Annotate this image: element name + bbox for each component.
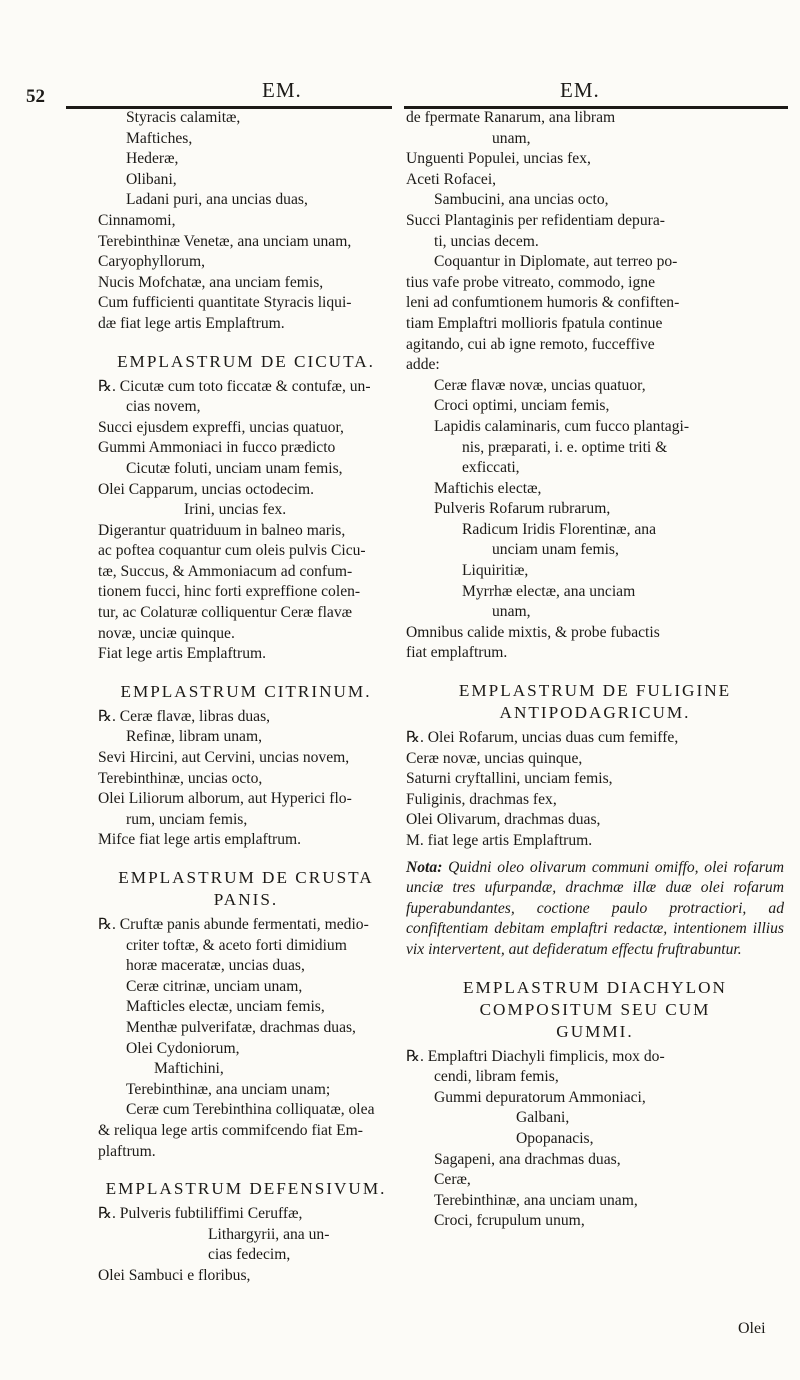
running-head-right: EM. xyxy=(560,78,600,102)
text-line: cias fedecim, xyxy=(208,1246,291,1264)
text-line: Sambucini, ana uncias octo, xyxy=(434,191,609,209)
section-title-diachylon-3: GUMMI. xyxy=(556,1021,634,1041)
text-line: ac poftea coquantur cum oleis pulvis Cicu- xyxy=(98,542,366,560)
text-line: tæ, Succus, & Ammoniacum ad confum- xyxy=(98,562,353,580)
text-line: cendi, libram femis, xyxy=(434,1068,559,1086)
text-line: Liquiritiæ, xyxy=(462,562,529,580)
text-line: Digerantur quatriduum in balneo maris, xyxy=(98,521,346,539)
text-line: Olibani, xyxy=(126,170,177,188)
text-line: Terebinthinæ, uncias octo, xyxy=(98,769,263,787)
text-line: Gummi Ammoniaci in fucco prædicto xyxy=(98,439,336,457)
text-line: Hederæ, xyxy=(126,150,179,168)
text-line: ti, uncias decem. xyxy=(434,232,539,250)
text-line: Olei Sambuci e floribus, xyxy=(98,1266,251,1284)
text-line: adde: xyxy=(406,356,440,374)
text-line: Cicutæ foluti, unciam unam femis, xyxy=(126,459,343,477)
text-line: Gummi depuratorum Ammoniaci, xyxy=(434,1088,646,1106)
page-number: 52 xyxy=(26,86,45,107)
text-line: Aceti Rofacei, xyxy=(406,170,497,188)
section-title-crusta-panis: EMPLASTRUM DE CRUSTA PANIS. xyxy=(118,868,374,909)
text-line: cias novem, xyxy=(126,398,201,416)
text-line: novæ, unciæ quinque. xyxy=(98,624,235,642)
text-line: unam, xyxy=(492,129,531,147)
text-line: Radicum Iridis Florentinæ, ana xyxy=(462,520,657,538)
left-column xyxy=(98,108,394,1287)
text-line: Styracis calamitæ, xyxy=(126,109,241,126)
text-line: Coquantur in Diplomate, aut terreo po- xyxy=(434,253,678,271)
text-line: Ceræ flavæ novæ, uncias quatuor, xyxy=(434,376,646,394)
text-line: Ceræ, xyxy=(434,1171,471,1189)
text-line: M. fiat lege artis Emplaftrum. xyxy=(406,832,593,849)
section-title-fuligine-2: ANTIPODAGRICUM. xyxy=(499,703,691,723)
text-line: Caryophyllorum, xyxy=(98,253,205,271)
text-line: Opopanacis, xyxy=(516,1129,594,1147)
text-line: Ceræ novæ, uncias quinque, xyxy=(406,749,583,767)
text-line: plaftrum. xyxy=(98,1142,156,1160)
text-line: Olei Capparum, uncias octodecim. xyxy=(98,480,315,498)
text-line: Terebinthinæ, ana unciam unam; xyxy=(126,1080,331,1098)
text-line: Terebinthinæ, ana unciam unam, xyxy=(434,1191,638,1209)
section-title-citrinum: EMPLASTRUM CITRINUM. xyxy=(120,681,372,701)
text-line: Maftichini, xyxy=(154,1060,224,1078)
text-line: criter toftæ, & aceto forti dimidium xyxy=(126,936,347,954)
text-line: Sevi Hircini, aut Cervini, uncias novem, xyxy=(98,749,350,767)
text-line: ℞. Ceræ flavæ, libras duas, xyxy=(98,707,271,725)
section-title-diachylon-2: COMPOSITUM SEU CUM xyxy=(479,999,711,1019)
text-line: ℞. Olei Rofarum, uncias duas cum femiffe, xyxy=(406,729,679,747)
text-line: & reliqua lege artis commifcendo fiat Em- xyxy=(98,1121,363,1139)
nota-text: Quidni oleo olivarum communi omiffo, olei rofarum unciæ tres ufurpandæ, drachmæ illæ duæ olei rofarum fuperabundantes, coctione paulo protractiori, ad confiftentiam debitam emplaftri redactæ, intentionem illius vix intervertent, aut defideratum effectu fruftrabuntur. xyxy=(406,858,784,958)
text-line: fiat emplaftrum. xyxy=(406,644,508,662)
text-line: nis, præparati, i. e. optime triti & xyxy=(462,438,668,456)
text-line: tiam Emplaftri mollioris fpatula continue xyxy=(406,314,663,332)
text-line: agitando, cui ab igne remoto, fucceffive xyxy=(406,335,655,353)
text-line: Fuliginis, drachmas fex, xyxy=(406,790,557,808)
text-line: Terebinthinæ Venetæ, ana unciam unam, xyxy=(98,232,352,250)
text-line: Croci, fcrupulum unum, xyxy=(434,1212,585,1230)
text-line: Mifce fiat lege artis emplaftrum. xyxy=(98,831,302,849)
text-line: unciam unam femis, xyxy=(492,541,619,559)
text-line: Pulveris Rofarum rubrarum, xyxy=(434,500,611,518)
section-title-fuligine-1: EMPLASTRUM DE FULIGINE xyxy=(458,681,732,701)
text-line: Ladani puri, ana uncias duas, xyxy=(126,191,308,209)
running-head-left: EM. xyxy=(262,78,302,102)
text-line: tionem fucci, hinc forti expreffione colen- xyxy=(98,583,361,601)
text-line: Lapidis calaminaris, cum fucco plantagi- xyxy=(434,417,690,435)
text-line: Galbani, xyxy=(516,1109,570,1127)
text-line: ℞. Cicutæ cum toto ficcatæ & contufæ, un- xyxy=(98,377,371,395)
text-line: rum, unciam femis, xyxy=(126,810,248,828)
text-line: horæ maceratæ, uncias duas, xyxy=(126,957,305,975)
text-line: tur, ac Colaturæ colliquentur Ceræ flavæ xyxy=(98,604,353,622)
section-title-defensivum: EMPLASTRUM DEFENSIVUM. xyxy=(105,1179,387,1199)
text-line: ℞. Emplaftri Diachyli fimplicis, mox do- xyxy=(406,1047,665,1065)
text-line: Maftiches, xyxy=(126,129,193,147)
text-line: Olei Olivarum, drachmas duas, xyxy=(406,811,601,829)
right-column xyxy=(406,108,784,1232)
text-line: de fpermate Ranarum, ana libram xyxy=(406,109,616,126)
text-line: Succi Plantaginis per refidentiam depura- xyxy=(406,211,665,229)
text-line: Unguenti Populei, uncias fex, xyxy=(406,150,591,168)
text-line: Fiat lege artis Emplaftrum. xyxy=(98,645,267,663)
text-line: dæ fiat lege artis Emplaftrum. xyxy=(98,314,285,332)
text-line: Olei Cydoniorum, xyxy=(126,1039,240,1057)
section-title-cicuta: EMPLASTRUM DE CICUTA. xyxy=(117,351,375,371)
text-line: Sagapeni, ana drachmas duas, xyxy=(434,1150,621,1168)
text-line: Mafticles electæ, unciam femis, xyxy=(126,998,325,1016)
text-line: Myrrhæ electæ, ana unciam xyxy=(462,582,636,600)
nota-label: Nota: xyxy=(406,858,443,876)
text-line: unam, xyxy=(492,603,531,621)
text-line: Ceræ cum Terebinthina colliquatæ, olea xyxy=(126,1101,375,1119)
text-line: Menthæ pulverifatæ, drachmas duas, xyxy=(126,1018,356,1036)
text-line: tius vafe probe vitreato, commodo, igne xyxy=(406,273,655,291)
text-line: Lithargyrii, ana un- xyxy=(208,1225,330,1243)
text-line: exficcati, xyxy=(462,459,520,477)
text-line: Omnibus calide mixtis, & probe fubactis xyxy=(406,623,660,641)
text-line: Cum fufficienti quantitate Styracis liqui- xyxy=(98,294,352,312)
text-line: Cinnamomi, xyxy=(98,211,176,229)
text-line: Succi ejusdem expreffi, uncias quatuor, xyxy=(98,418,344,436)
section-title-diachylon-1: EMPLASTRUM DIACHYLON xyxy=(463,977,727,997)
text-line: Ceræ citrinæ, unciam unam, xyxy=(126,977,303,995)
text-line: ℞. Cruftæ panis abunde fermentati, medio- xyxy=(98,916,369,933)
text-line: Saturni cryftallini, unciam femis, xyxy=(406,770,613,788)
nota-paragraph xyxy=(406,858,784,961)
text-line: Maftichis electæ, xyxy=(434,479,542,497)
text-line: Nucis Mofchatæ, ana unciam femis, xyxy=(98,273,324,291)
text-line: leni ad confumtionem humoris & confiften- xyxy=(406,294,680,312)
text-line: Refinæ, libram unam, xyxy=(126,728,262,746)
text-line: Olei Liliorum alborum, aut Hyperici flo- xyxy=(98,790,352,808)
text-line: Croci optimi, unciam femis, xyxy=(434,397,610,415)
text-line: ℞. Pulveris fubtiliffimi Ceruffæ, xyxy=(98,1205,303,1223)
catchword: Olei xyxy=(738,1320,766,1337)
text-line: Irini, uncias fex. xyxy=(184,501,287,519)
